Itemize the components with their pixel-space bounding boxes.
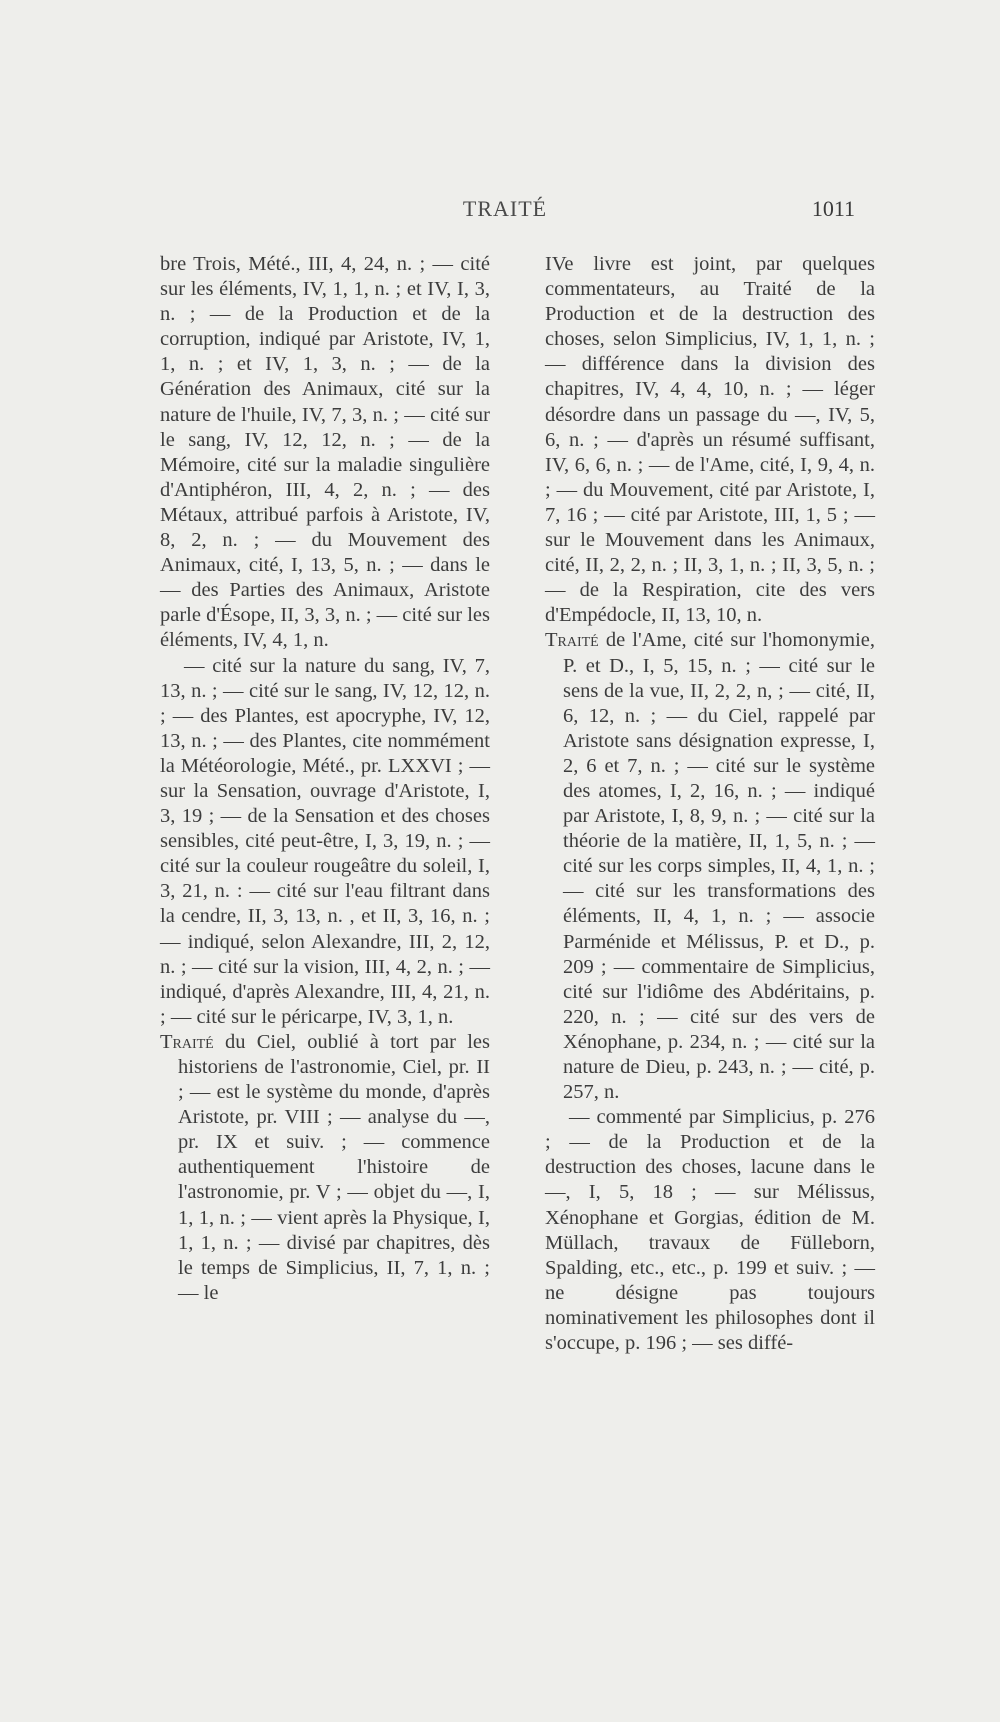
index-entry-continuation: IVe livre est joint, par quelques commentateurs, au Traité de la Production et de la destruction des choses, selon Simplicius, IV, 1, 1, n. ; — différence dans la division des chapitres, IV, 4, 4, 10, n. ; — léger désordre dans un passage du —, IV, 5, 6, n. ; — d'après un résumé suffisant, IV, 6, 6, n. ; — de l'Ame, cité, I, 9, 4, n. ; — du Mouvement, cité par Aristote, I, 7, 16 ; — cité par Aristote, III, 1, 5 ; — sur le Mouvement dans les Animaux, cité, II, 2, 2, n. ; II, 3, 1, n. ; II, 3, 5, n. ; — de la Respiration, cite des vers d'Empédocle, II, 13, 10, n.	[545, 253, 875, 627]
entry-headword: Traité	[545, 629, 599, 652]
entry-text: de l'Ame, cité sur l'homonymie, P. et D., I, 5, 15, n. ; — cité sur le sens de la vue, II, 2, 2, n, ; — cité, II, 6, 12, n. ; — du Ciel, rappelé par Aristote sans désignation expresse, I, 2, 6 et 7, n. ; — cité sur le système des atomes, I, 2, 16, n. ; — indiqué par Aristote, I, 8, 9, n. ; — cité sur la théorie de la matière, II, 1, 5, n. ; — cité sur les corps simples, II, 4, 1, n. ; — cité sur les transformations des éléments, II, 4, 1, n. ; — associe Parménide et Mélissus, P. et D., p. 209 ; — commentaire de Simplicius, cité sur l'idiôme des Abdéritains, p. 220, n. ; — cité sur des vers de Xénophane, p. 234, n. ; — cité sur la nature de Dieu, p. 243, n. ; — cité, p. 257, n.	[563, 629, 875, 1104]
index-entry-traite-de-lame	[545, 628, 875, 1105]
entry-headword: Traité	[160, 1030, 214, 1053]
index-entry-continuation: bre Trois, Mété., III, 4, 24, n. ; — cité sur les éléments, IV, 1, 1, n. ; et IV, I, 3, n. ; — de la Production et de la corruption, indiqué par Aristote, IV, 1, 1, n. ; et IV, 1, 3, n. ; — de la Génération des Animaux, cité sur la nature de l'huile, IV, 7, 3, n. ; — cité sur le sang, IV, 12, 12, n. ; — de la Mémoire, cité sur la maladie singulière d'Antiphéron, III, 4, 2, n. ; — des Métaux, attribué parfois à Aristote, IV, 8, 2, n. ; — du Mouvement des Animaux, cité, I, 13, 5, n. ; — dans le — des Parties des Animaux, Aristote parle d'Ésope, II, 3, 3, n. ; — cité sur les éléments, IV, 4, 1, n.	[160, 253, 490, 652]
page-number: 1011	[811, 196, 855, 221]
left-column	[160, 252, 490, 1306]
index-subentry-paragraph: — commenté par Simplicius, p. 276 ; — de la Production et de la destruction des choses, lacune dans le —, I, 5, 18 ; — sur Mélissus, Xénophane et Gorgias, édition de M. Müllach, travaux de Fülleborn, Spalding, etc., etc., p. 199 et suiv. ; — ne désigne pas toujours nominativement les philosophes dont il s'occupe, p. 196 ; — ses diffé-	[545, 1106, 875, 1355]
right-column	[545, 252, 875, 1356]
entry-text: du Ciel, oublié à tort par les historiens de l'astronomie, Ciel, pr. II ; — est le système du monde, d'après Aristote, pr. VIII ; — analyse du —, pr. IX et suiv. ; — commence authentiquement l'histoire de l'astronomie, pr. V ; — objet du —, I, 1, 1, n. ; — vient après la Physique, I, 1, 1, n. ; — divisé par chapitres, dès le temps de Simplicius, II, 7, 1, n. ; — le	[178, 1030, 490, 1304]
running-head	[155, 196, 855, 224]
index-entry-traite-du-ciel	[160, 1030, 490, 1306]
running-title: TRAITÉ	[462, 196, 548, 221]
index-subentry-paragraph: — cité sur la nature du sang, IV, 7, 13, n. ; — cité sur le sang, IV, 12, 12, n. ; — des Plantes, est apocryphe, IV, 12, 13, n. ; — des Plantes, cite nommément la Météorologie, Mété., pr. LXXVI ; — sur la Sensation, ouvrage d'Aristote, I, 3, 19 ; — de la Sensation et des choses sensibles, cité peut-être, I, 3, 19, n. ; — cité sur la couleur rougeâtre du soleil, I, 3, 21, n. : — cité sur l'eau filtrant dans la cendre, II, 3, 13, n. , et II, 3, 16, n. ; — indiqué, selon Alexandre, III, 2, 12, n. ; — cité sur la vision, III, 4, 2, n. ; — indiqué, d'après Alexandre, III, 4, 21, n. ; — cité sur le péricarpe, IV, 3, 1, n.	[160, 654, 490, 1028]
